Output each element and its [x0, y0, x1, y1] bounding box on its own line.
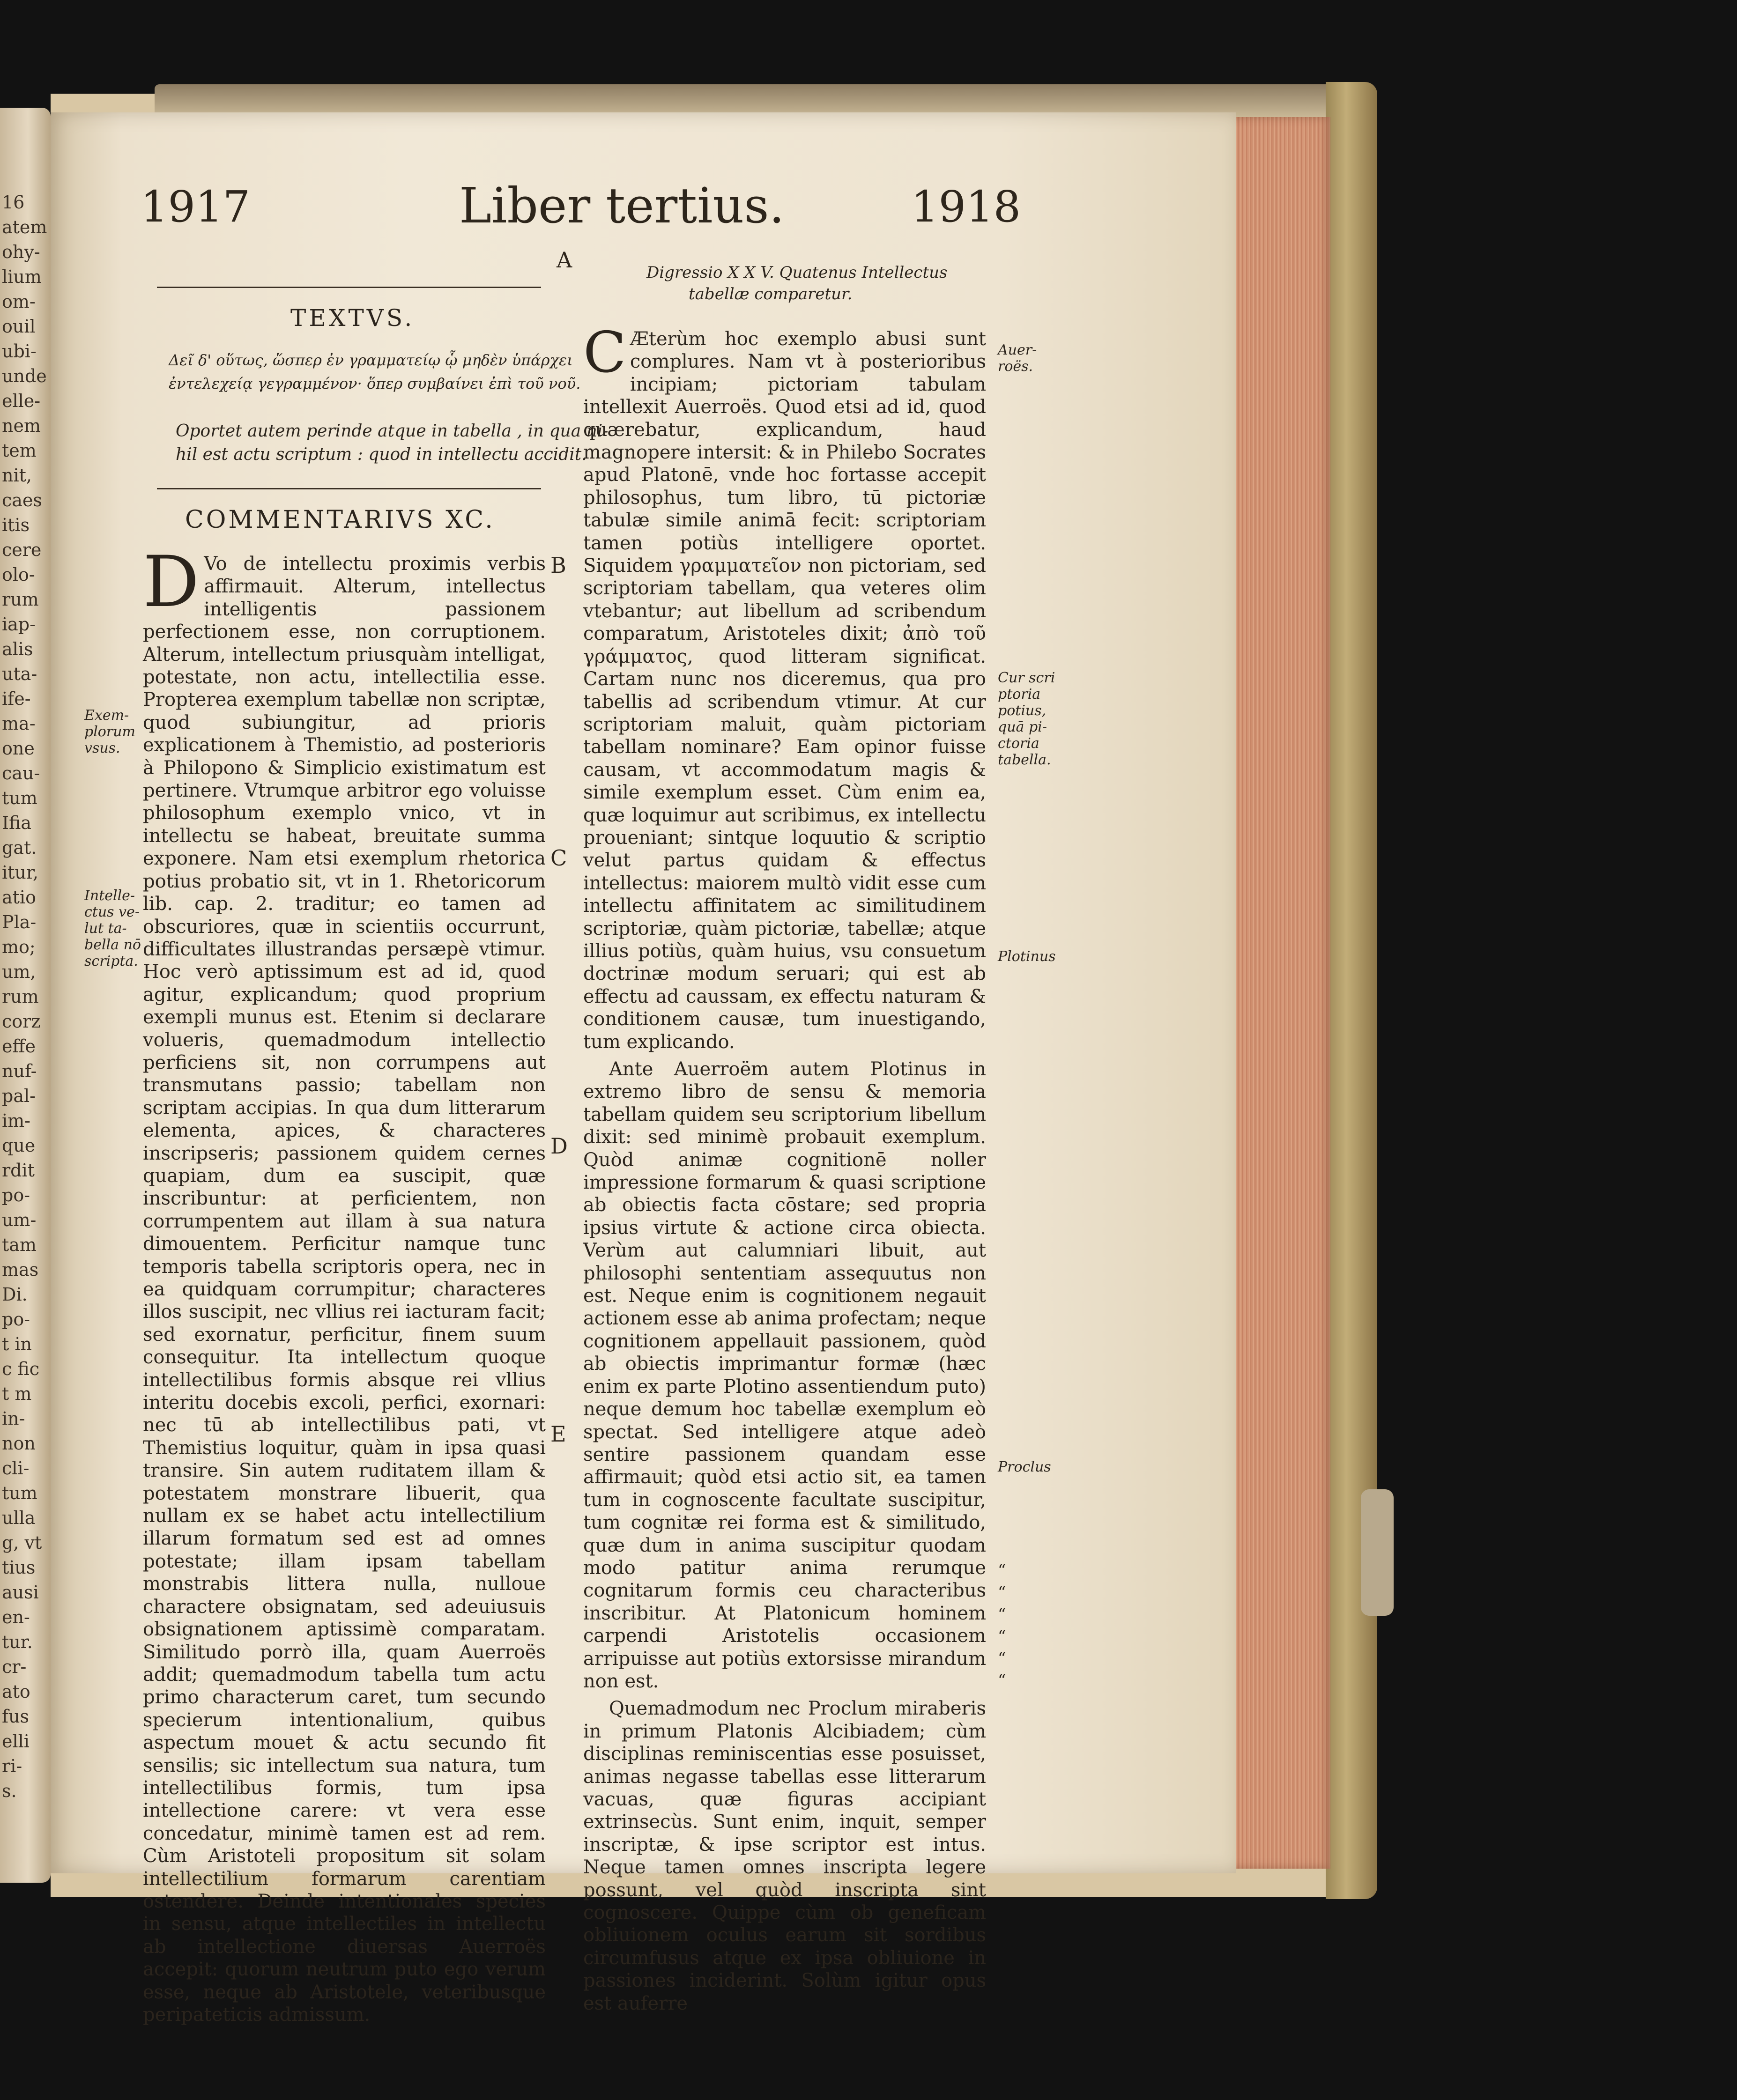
left-page-fragment: elli	[2, 1731, 30, 1752]
clasp-fragment	[1361, 1489, 1394, 1616]
quotation-marks: “ “ “ “ “ “	[998, 1561, 1006, 1690]
digressio-body	[583, 320, 986, 2019]
left-page-fragment: itis	[2, 515, 30, 535]
left-page-fragment: 16	[2, 192, 25, 213]
left-page-fragment: elle-	[2, 391, 41, 411]
left-page-fragment: om-	[2, 291, 36, 312]
margin-note-proclus: Proclus	[998, 1459, 1051, 1475]
margin-note-auerroes: Auer- roës.	[998, 342, 1037, 375]
left-page-edge	[0, 108, 51, 1883]
fore-edge-pages	[1223, 117, 1330, 1869]
left-page-fragment: po-	[2, 1309, 30, 1330]
left-page-fragment: fus	[2, 1706, 30, 1727]
left-page-fragment: ouil	[2, 316, 36, 337]
left-page-fragment: ausi	[2, 1582, 39, 1603]
left-page-fragment: ato	[2, 1681, 30, 1702]
left-page-fragment: s.	[2, 1781, 17, 1801]
left-page-fragment: nem	[2, 415, 41, 436]
left-page-fragment: cere	[2, 540, 42, 560]
left-page-fragment: atio	[2, 887, 36, 908]
left-page-fragment: pal-	[2, 1086, 36, 1106]
left-page-fragment: tum	[2, 788, 37, 808]
paragraph-1-text: Æterùm hoc exemplo abusi sunt complures. Nam vt à posterioribus incipiam; pictoriam tabulam intellexit Auerroës. Quod etsi ad id, quod quærebatur, explicandum, haud magnopere intersit: & in Philebo Socrates apud Platonē, vnde hoc fortasse accepit philosophus, tum libro, tū pictoriæ tabulæ simile animā fecit: scriptoriam tamen potiùs intelligere oportet. Siquidem γραμματεῖον non pictoriam, sed scriptoriam tabellam, qua veteres olim vtebantur; aut libellum ad scribendum comparatum, Aristoteles dixit; ἀπὸ τοῦ γράμματος, quod litteram significat. Cartam nunc nos diceremus, qua pro tabellis ad scribendum vtimur. At cur scriptoriam maluit, quàm pictoriam tabellam nominare? Eam opinor fuisse causam, vt accommodatum magis & simile exemplum esset. Cùm enim ea, quæ loquimur aut scribimus, ex intellectu proueniant; sintque loquutio & scriptio velut partus quidam & effectus intellectus: maiorem multò vidit esse cum intellectu affinitatem ac similitudinem scriptoriæ, quàm pictoriæ, tabellæ; atque illius potiùs, quàm huius, vsu consuetum doctrinæ modum seruari; qui est ab effectu ad caussam, ex effectu naturam & conditionem causæ, tum inuestigando, tum explicando.	[583, 328, 986, 1053]
left-page-fragment: in-	[2, 1408, 25, 1429]
commentarius-heading: COMMENTARIVS XC.	[185, 506, 495, 534]
left-page-fragment: ife-	[2, 688, 31, 709]
page-number-right: 1918	[911, 182, 1021, 232]
section-letter-a: A	[557, 247, 572, 273]
left-page-fragment: atem	[2, 217, 47, 237]
left-page-fragment: cli-	[2, 1458, 30, 1479]
left-page-fragment: nit,	[2, 465, 32, 486]
left-page-fragment: que	[2, 1135, 36, 1156]
left-page-fragment: um-	[2, 1210, 37, 1230]
left-page-fragment: one	[2, 738, 35, 759]
left-page-fragment: po-	[2, 1185, 30, 1205]
left-page-fragment: ubi-	[2, 341, 37, 362]
left-page-fragment: rum	[2, 589, 39, 610]
left-page-fragment: ulla	[2, 1508, 36, 1528]
left-page-fragment: caes	[2, 490, 42, 510]
book-binding	[1326, 82, 1377, 1899]
left-page-fragment: lium	[2, 266, 42, 287]
paragraph-2: Ante Auerroëm autem Plotinus in extremo libro de sensu & memoria tabellam quidem seu scriptorium libellum dixit: sed minimè probauit exemplum. Quòd animæ cognitionē noller impressione formarum & quasi scriptione ab obiectis facta cōstare; sed propria ipsius virtute & actione circa obiecta. Verùm aut calumniari libuit, aut philosophi sententiam assequutus non est. Neque enim is cognitionem negauit actionem esse ab anima profectam; neque cognitionem appellauit passionem, quòd ab obiectis imprimantur formæ (hæc enim ex parte Plotino assentiendum puto) neque demum hoc tabellæ exemplum eò spectat. Sed intelligere atque adeò sentire passionem quandam esse affirmauit; quòd etsi actio sit, ea tamen tum in cognoscente facultate suscipitur, tum cognitæ rei forma est & similitudo, quæ dum in anima suscipitur quodam modo patitur anima rerumque cognitarum formis ceu characteribus inscribitur. At Platonicum hominem carpendi Aristotelis occasionem arripuisse aut potiùs extorsisse mirandum non est.	[583, 1058, 986, 1692]
paragraph-3: Quemadmodum nec Proclum miraberis in primum Platonis Alcibiadem; cùm disciplinas reminiscentias esse posuisset, animas negasse tabellas esse litterarum vacuas, quæ figuras accipiant extrinsecùs. Sunt enim, inquit, semper inscriptæ, & ipse scriptor est intus. Neque tamen omnes inscripta legere possunt, vel quòd inscripta sint cognoscere. Quippe cùm ob geneficam obliuionem oculus earum sit sordibus circumfusus atque ex ipsa obliuione in passiones inciderint. Solùm igitur opus est auferre	[583, 1698, 986, 2014]
latin-text-line-2: hil est actu scriptum : quod in intellectu accidit.	[176, 445, 587, 464]
rule-mid	[157, 488, 541, 489]
left-page-fragment: nuf-	[2, 1061, 37, 1081]
left-page-fragment: cr-	[2, 1656, 27, 1677]
left-page-fragment: tur.	[2, 1632, 33, 1652]
margin-note-exemplorum: Exem- plorum vsus.	[84, 707, 135, 756]
left-page-fragment: mas	[2, 1259, 39, 1280]
left-page-fragment: im-	[2, 1110, 31, 1131]
left-page-fragment: t m	[2, 1383, 32, 1404]
left-page-fragment: cau-	[2, 763, 40, 784]
left-page-fragment: unde	[2, 366, 47, 386]
commentarius-text: Vo de intellectu proximis verbis affirmauit. Alterum, intellectus intelligentis passionem perfectionem esse, non corruptionem. Alterum, intellectum priusquàm intelligat, potestate, non actu, intellectilia esse. Propterea exemplum tabellæ non scriptæ, quod subiungitur, ad prioris explicationem à Themistio, ad posterioris à Philopono & Simplicio existimatum est pertinere. Vtrumque arbitror ego voluisse philosophum exemplo vnico, vt in intellectu se habeat, breuitate summa exponere. Nam etsi exemplum rhetorica potius probatio sit, vt in 1. Rhetoricorum lib. cap. 2. traditur; eo tamen ad obscuriores, quæ in scientiis occurrunt, difficultates illustrandas persæpè vtimur. Hoc verò aptissimum est ad id, quod agitur, explicandum; quod proprium exempli munus est. Etenim si declarare volueris, quemadmodum intellectio perficiens sit, non corrumpens aut transmutans passio; tabellam non scriptam accipias. In qua dum litterarum elementa, apices, & characteres inscripseris; passionem quidem cernes quapiam, dum ea suscipit, quæ inscribuntur: at perficientem, non corrumpentem aut illam à sua natura dimouentem. Perficitur namque tunc temporis tabella scriptoris opera, nec in ea quidquam corrumpitur; characteres illos suscipit, nec vllius rei iacturam facit; sed exornatur, perficitur, finem suum consequitur. Ita intellectum quoque intellectilibus formis absque rei vllius interitu docebis excoli, perfici, exornari: nec tū ab intellectilibus pati, vt Themistius loquitur, quàm in ipsa quasi transire. Sin autem ruditatem illam & potestatem monstrare libuerit, qua nullam ex se habet actu intellectilium illarum formatum sed est ad omnes potestate; illam ipsam tabellam monstrabis littera nulla, nulloue charactere obsignatam, sed adeuiusuis obsignationem aptissimè comparatam. Similitudo porrò illa, quam Auerroës addit; quemadmodum tabella tum actu primo characterum caret, tum secundo specierum intentionalium, quibus aspectum mouet & actu secundo fit sensilis; sic intellectum sua natura, tum intellectilibus formis, tum ipsa intellectione carere: vt vera esse concedatur, minimè tamen est ad rem. Cùm Aristoteli propositum sit solam intellectilium formarum carentiam ostendere. Deinde intentionales species in sensu, atque intellectiles in intellectu ab intellectione diuersas Auerroës accepit: quorum neutrum puto ego verum esse, neque ab Aristotele, veteribusque peripateticis admissum.	[143, 553, 546, 2026]
left-page-fragment: ohy-	[2, 242, 40, 262]
left-page-fragment: t in	[2, 1334, 32, 1354]
drop-cap-c: C	[583, 320, 626, 385]
left-page-fragment: tum	[2, 1483, 37, 1503]
left-page-fragment: Ifia	[2, 813, 32, 833]
textus-heading: TEXTVS.	[290, 304, 415, 332]
page-number-left: 1917	[141, 182, 251, 232]
digressio-heading-line-1: Digressio X X V. Quatenus Intellectus	[646, 263, 948, 282]
left-page-fragment: rdit	[2, 1160, 35, 1181]
commentarius-body	[143, 541, 546, 2026]
left-page-fragment: rum	[2, 986, 39, 1007]
left-page-fragment: ri-	[2, 1756, 22, 1776]
left-page-fragment: Pla-	[2, 912, 37, 932]
section-letter-d: D	[550, 1133, 568, 1159]
left-page-fragment: alis	[2, 639, 33, 659]
left-page-fragment: c fic	[2, 1359, 39, 1379]
drop-cap-d: D	[143, 541, 200, 623]
left-page-fragment: corz	[2, 1011, 41, 1032]
left-page-fragment: iap-	[2, 614, 36, 635]
left-page-fragment: non	[2, 1433, 36, 1454]
left-page-fragment: ma-	[2, 713, 36, 734]
section-letter-c: C	[550, 845, 567, 871]
latin-text-line-1: Oportet autem perinde atque in tabella , in qua ni-	[176, 421, 609, 441]
greek-line-1: Δεῖ δ' οὕτως, ὥσπερ ἐν γραμματείῳ ᾧ μηδὲν ὑπάρχει	[169, 351, 573, 369]
section-letter-b: B	[550, 553, 566, 578]
section-letter-e: E	[550, 1421, 566, 1447]
left-page-fragment: uta-	[2, 664, 37, 684]
left-page-fragment: Di.	[2, 1284, 28, 1305]
left-page-fragment: tius	[2, 1557, 36, 1578]
left-page-fragment: itur,	[2, 862, 38, 883]
greek-line-2: ἐντελεχείᾳ γεγραμμένον· ὅπερ συμβαίνει ἐπὶ τοῦ νοῦ.	[169, 375, 581, 392]
left-page-fragment: olo-	[2, 564, 35, 585]
digressio-heading-line-2: tabellæ comparetur.	[689, 285, 853, 303]
left-page-fragment: tam	[2, 1235, 37, 1255]
left-page-fragment: mo;	[2, 937, 36, 957]
rule-top	[157, 287, 541, 288]
left-page-fragment: g, vt	[2, 1532, 42, 1553]
margin-note-intellectus: Intelle- ctus ve- lut ta- bella nō scripta.	[84, 887, 141, 969]
left-page-fragment: en-	[2, 1607, 30, 1627]
left-page-fragment: gat.	[2, 837, 37, 858]
paragraph-1	[583, 320, 986, 1053]
left-page-fragment: effe	[2, 1036, 36, 1057]
left-page-fragment: um,	[2, 961, 36, 982]
margin-note-plotinus: Plotinus	[998, 948, 1056, 965]
margin-note-cur-scriptoria: Cur scri ptoria potius, quā pi- ctoria tabella.	[998, 670, 1055, 768]
running-title: Liber tertius.	[459, 177, 785, 234]
left-page-fragment: tem	[2, 440, 37, 461]
